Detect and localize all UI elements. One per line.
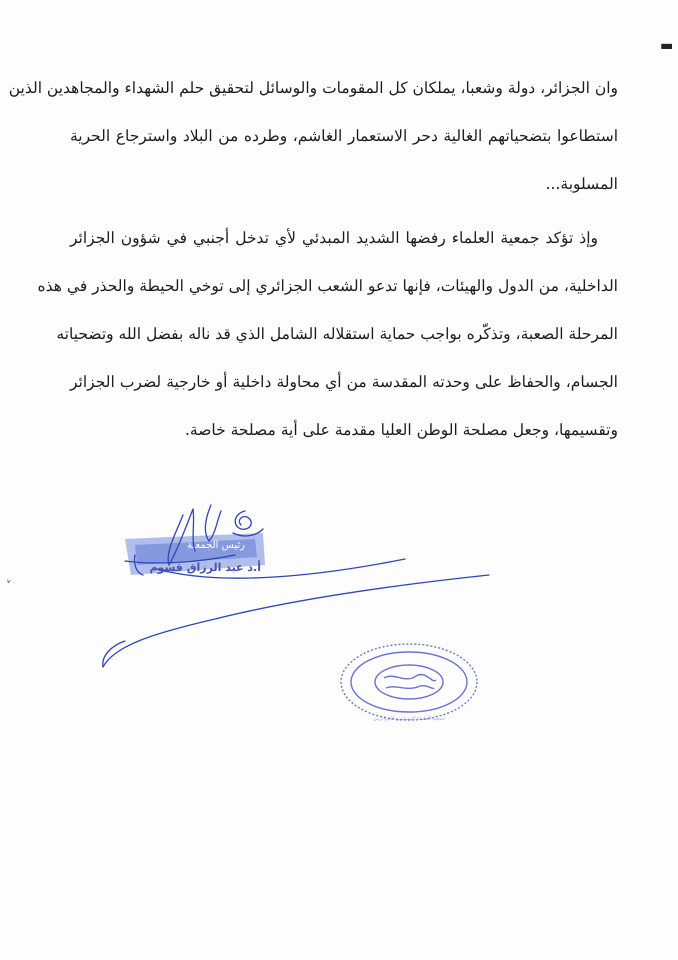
paragraph-line: وتقسيمها، وجعل مصلحة الوطن العليا مقدمة على أية مصلحة خاصة. bbox=[184, 421, 618, 439]
scan-speck-mark: ᵛ bbox=[4, 577, 12, 590]
paragraph-1 bbox=[8, 64, 618, 208]
paragraph-line: المرحلة الصعبة، وتذكّره بواجب حماية استقلاله الشامل الذي قد ناله بفضل الله وتضحياته bbox=[56, 325, 618, 343]
paragraph-line: الداخلية، من الدول والهيئات، فإنها تدعو الشعب الجزائري إلى توخي الحيطة والحذر في هذه bbox=[37, 277, 618, 295]
association-seal bbox=[336, 640, 482, 724]
paragraph-line: الجسام، والحفاظ على وحدته المقدسة من أي محاولة داخلية أو خارجية لضرب الجزائر bbox=[70, 373, 618, 391]
paragraph-line: استطاعوا بتضحياتهم الغالية دحر الاستعمار الغاشم، وطرده من البلاد واسترجاع الحرية bbox=[70, 127, 618, 145]
stamp-name-text: أ.د عبد الرزاق قسوم bbox=[149, 561, 261, 574]
paragraph-line: المسلوبة... bbox=[545, 175, 618, 193]
paragraph-line: وإذ تؤكد جمعية العلماء رفضها الشديد المبدئي لأي تدخل أجنبي في شؤون الجزائر bbox=[70, 229, 598, 247]
stamp-title-text: رئيس الجمعية bbox=[187, 540, 245, 551]
scan-speck-mark: ▬ bbox=[660, 38, 674, 54]
president-stamp bbox=[125, 533, 265, 575]
seal-text: جمعية العلماء المسلمين الجزائريين bbox=[372, 716, 446, 722]
paragraph-2 bbox=[37, 214, 618, 454]
paragraph-line: وان الجزائر، دولة وشعبا، يملكان كل المقومات والوسائل لتحقيق حلم الشهداء والمجاهدين الذين bbox=[8, 79, 618, 97]
